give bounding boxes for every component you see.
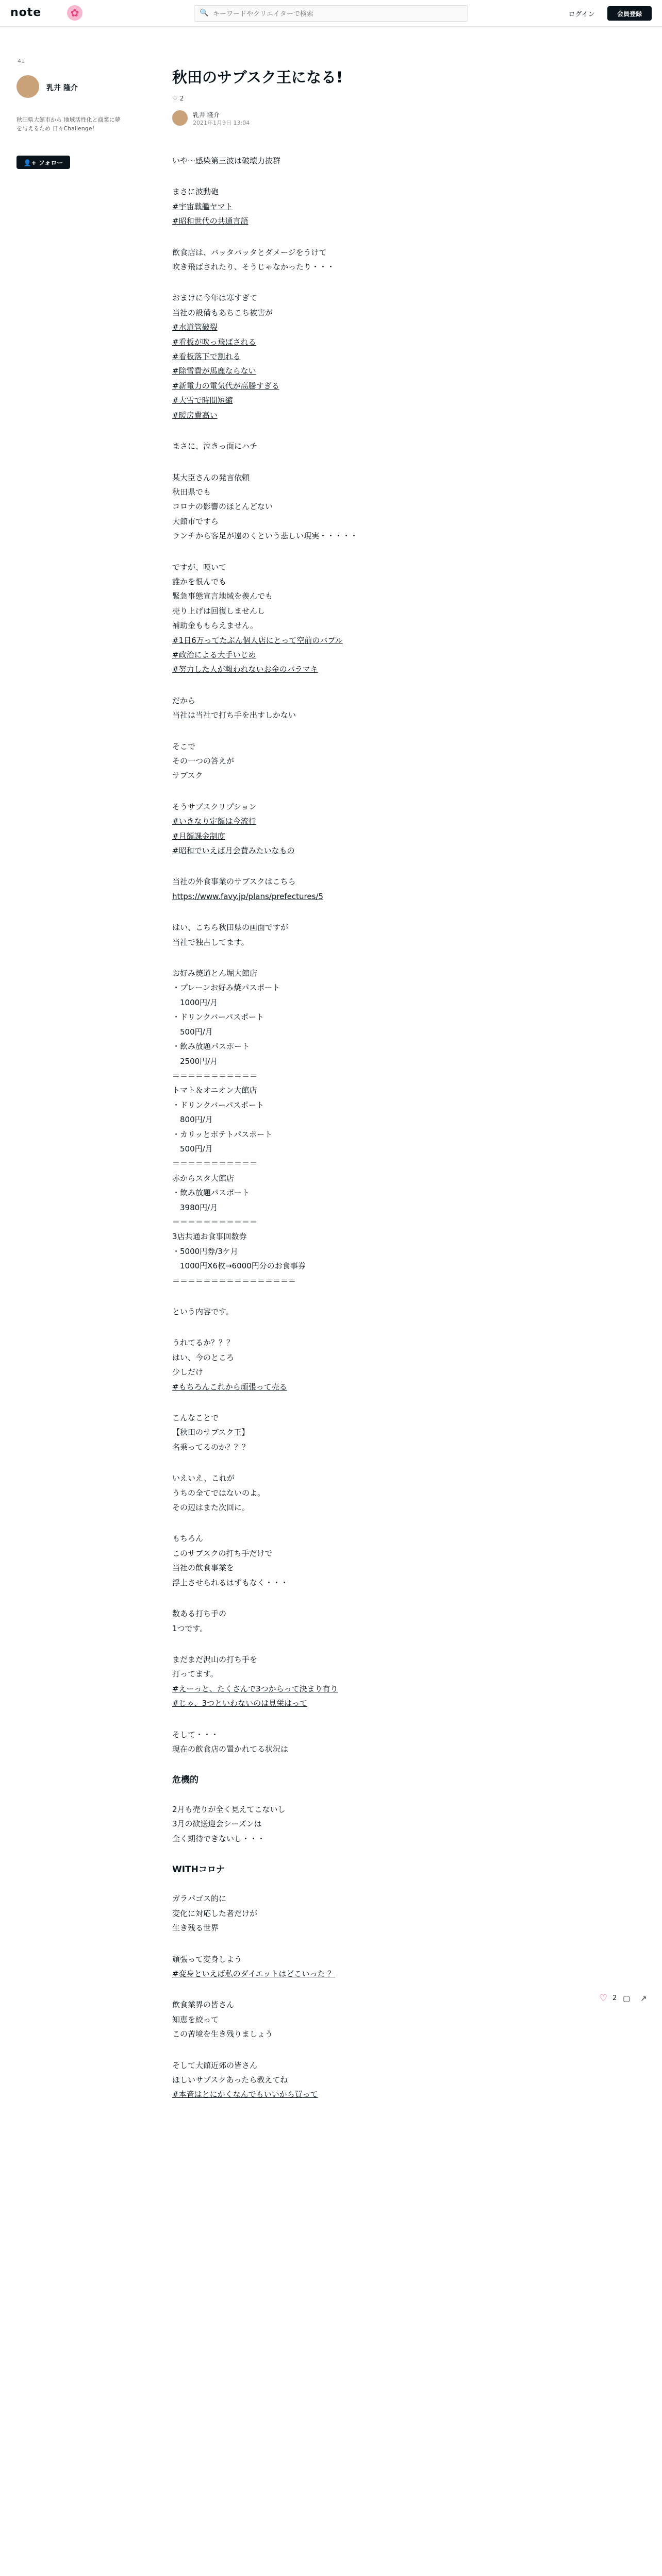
- hashtag-link[interactable]: #昭和世代の共通言語: [172, 216, 249, 226]
- text-line: そこで: [172, 741, 196, 751]
- text-line: 現在の飲食店の置かれてる状況は: [172, 1744, 289, 1754]
- text-line: 名乗ってるのか？？？: [172, 1442, 250, 1452]
- hashtag-link[interactable]: #暖房費高い: [172, 410, 218, 420]
- paragraph: [172, 184, 490, 228]
- search-icon: 🔍: [200, 9, 209, 17]
- text-line: ＝＝＝＝＝＝＝＝＝＝＝: [172, 1159, 258, 1168]
- follow-label: フォロー: [38, 159, 63, 166]
- text-line: もちろん: [172, 1534, 204, 1544]
- text-line: 吹き飛ばされたり、そうじゃなかったり・・・: [172, 262, 335, 272]
- text-line: 緊急事態宣言地域を羨んでも: [172, 591, 273, 601]
- hashtag-link[interactable]: #本音はとにかくなんでもいいから買って: [172, 2090, 318, 2099]
- search-box[interactable]: [194, 5, 468, 22]
- hashtag-link[interactable]: #大雪で時間短縮: [172, 396, 233, 405]
- text-line: いえいえ、これが: [172, 1473, 235, 1483]
- paragraph: [172, 874, 490, 904]
- hashtag-link[interactable]: #政治による大手いじめ: [172, 650, 256, 659]
- article-author: [172, 110, 490, 129]
- paragraph: [172, 920, 490, 950]
- hashtag-link[interactable]: #努力した人が報われないお金のバラマキ: [172, 665, 318, 674]
- hashtag-link[interactable]: #えーっと、たくさんで3つからって決まり有り: [172, 1684, 338, 1693]
- text-line: そうサブスクリプション: [172, 802, 257, 811]
- paragraph: [172, 1891, 490, 1935]
- paragraph: [172, 1652, 490, 1711]
- text-line: 売り上げは回復しませんし: [172, 606, 266, 616]
- text-line: 800円/月: [172, 1115, 213, 1125]
- text-line: 少しだけ: [172, 1367, 204, 1377]
- text-line: という内容です。: [172, 1307, 234, 1316]
- text-line: 2月も売りが全く見えてこないし: [172, 1804, 286, 1814]
- hashtag-link[interactable]: #じゃ、3つといわないのは見栄はって: [172, 1699, 308, 1708]
- paragraph: [172, 966, 490, 1288]
- text-line: コロナの影響のほとんどない: [172, 502, 273, 512]
- text-line: 誰かを恨んでも: [172, 577, 227, 586]
- paragraph: [172, 1411, 490, 1454]
- text-line: お好み焼道とん堀大館店: [172, 969, 258, 978]
- text-line: 500円/月: [172, 1027, 213, 1037]
- text-line: 打ってます。: [172, 1669, 218, 1679]
- section-heading: 危機的: [172, 1775, 198, 1786]
- hashtag-link[interactable]: #もちろんこれから頑張って売る: [172, 1382, 287, 1392]
- person-plus-icon: 👤+: [23, 159, 39, 166]
- text-line: 3月の歓送迎会シーズンは: [172, 1819, 262, 1829]
- hashtag-link[interactable]: #看板が吹っ飛ばされる: [172, 337, 256, 347]
- text-line: ・カリッとポテトパスポート: [172, 1129, 273, 1139]
- text-line: ＝＝＝＝＝＝＝＝＝＝＝: [172, 1217, 258, 1227]
- text-line: サブスク: [172, 771, 203, 781]
- text-line: 秋田県でも: [172, 487, 211, 497]
- article-date: 2021年1月9日 13:04: [193, 120, 250, 126]
- paragraph: [172, 2058, 490, 2102]
- text-line: はい、こちら秋田県の画面ですが: [172, 923, 289, 933]
- text-line: ほしいサブスクあったら教えてね: [172, 2075, 288, 2085]
- text-line: 1000円/月: [172, 997, 218, 1007]
- text-line: 数ある打ち手の: [172, 1609, 227, 1619]
- text-line: ・ドリンクバーパスポート: [172, 1100, 264, 1110]
- text-line: うれてるか？？？: [172, 1338, 235, 1348]
- paragraph: [172, 1802, 490, 1846]
- text-line: ガラパゴス的に: [172, 1894, 227, 1904]
- text-line: 3店共通お食事回数券: [172, 1232, 247, 1242]
- text-line: ランチから客足が遠のくという悲しい現実・・・・・: [172, 531, 358, 541]
- text-line: 当社の飲食事業を: [172, 1563, 235, 1573]
- text-line: 【秋田のサブスク王】: [172, 1428, 250, 1437]
- article-body: [172, 154, 490, 2102]
- text-line: その辺はまた次回に。: [172, 1503, 250, 1513]
- hashtag-link[interactable]: #昭和でいえば月会費みたいなもの: [172, 846, 295, 856]
- text-line: トマト＆オニオン大館店: [172, 1086, 257, 1095]
- text-line: まさに、泣きっ面にハチ: [172, 442, 258, 451]
- hashtag-link[interactable]: #1日6万ってたぶん個人店にとって空前のバブル: [172, 635, 343, 645]
- article-like-count: 2: [179, 95, 184, 102]
- text-line: 全く期待できないし・・・: [172, 1834, 266, 1843]
- paragraph: [172, 560, 490, 677]
- text-line: ですが、嘆いて: [172, 562, 227, 572]
- text-line: ・プレーンお好み焼パスポート: [172, 983, 280, 993]
- paragraph: [172, 1952, 490, 1981]
- text-line: 某大臣さんの発言依頼: [172, 472, 250, 482]
- text-line: 飲食業界の皆さん: [172, 2000, 235, 2010]
- hashtag-link[interactable]: #変身といえば私のダイエットはどこいった ？: [172, 1969, 336, 1978]
- text-line: ・ドリンクバーパスポート: [172, 1012, 264, 1022]
- text-line: ＝＝＝＝＝＝＝＝＝＝＝: [172, 1071, 258, 1080]
- hashtag-link[interactable]: #月額課金制度: [172, 831, 225, 841]
- text-line: この苦境を生き残りましょう: [172, 2029, 273, 2039]
- paragraph: [172, 291, 490, 422]
- hashtag-link[interactable]: #新電力の電気代が高騰すぎる: [172, 381, 279, 391]
- external-link[interactable]: https://www.favy.jp/plans/prefectures/5: [172, 891, 324, 901]
- flower-icon: ✿: [67, 5, 82, 21]
- text-line: うちの全てではないのよ。: [172, 1488, 266, 1498]
- text-line: ＝＝＝＝＝＝＝＝＝＝＝＝＝＝＝＝: [172, 1276, 296, 1285]
- sidebar-count: 41: [18, 58, 25, 64]
- text-line: 飲食店は、バッタバッタとダメージをうけて: [172, 247, 327, 257]
- paragraph: [172, 739, 490, 783]
- text-line: 当社の外食事業のサブスクはこちら: [172, 877, 296, 887]
- floating-heart-icon[interactable]: ♡: [599, 1993, 608, 2004]
- hashtag-link[interactable]: #看板落下で割れる: [172, 352, 241, 362]
- article: [172, 67, 490, 2119]
- hashtag-link[interactable]: #宇宙戦艦ヤマト: [172, 201, 233, 211]
- text-line: まだまだ沢山の打ち手を: [172, 1654, 258, 1664]
- paragraph: [172, 1531, 490, 1590]
- paragraph: [172, 470, 490, 544]
- text-line: いや〜感染第三波は破壊力抜群: [172, 156, 281, 165]
- text-line: ・5000円券/3ケ月: [172, 1246, 238, 1256]
- sidebar-author-name[interactable]: 乳井 隆介: [46, 84, 78, 92]
- search-input[interactable]: [213, 9, 460, 19]
- section-heading: WITHコロナ: [172, 1864, 225, 1875]
- article-likes: [172, 95, 490, 104]
- avatar[interactable]: [16, 75, 39, 98]
- text-line: おまけに今年は寒すぎて: [172, 293, 258, 303]
- text-line: 生き残る世界: [172, 1923, 219, 1933]
- text-line: ・飲み放題パスポート: [172, 1042, 250, 1052]
- text-line: 1000円X6枚→6000円分のお食事券: [172, 1261, 306, 1271]
- paragraph: [172, 693, 490, 723]
- paragraph: [172, 439, 490, 453]
- hashtag-link[interactable]: #除雪費が馬鹿ならない: [172, 366, 256, 376]
- text-line: 3980円/月: [172, 1202, 218, 1212]
- text-line: はい、今のところ: [172, 1352, 235, 1362]
- text-line: 補助金ももらえません。: [172, 621, 258, 631]
- heart-outline-icon[interactable]: ♡: [172, 95, 178, 102]
- text-line: 当社の設備もあちこち被害が: [172, 308, 273, 317]
- text-line: 頑張って変身しよう: [172, 1954, 242, 1964]
- text-line: 2500円/月: [172, 1056, 218, 1066]
- text-line: 赤からスタ大館店: [172, 1173, 235, 1183]
- sidebar-bio: 秋田県大館市から 地域活性化と商業に夢を与えるため 日々Challenge！: [16, 116, 121, 132]
- hashtag-link[interactable]: #いきなり定額は今流行: [172, 817, 256, 826]
- floating-like-count: 2: [613, 1994, 617, 2002]
- text-line: こんなことで: [172, 1413, 219, 1423]
- paragraph: [172, 1335, 490, 1394]
- text-line: 当社は当社で打ち手を出すしかない: [172, 710, 296, 720]
- article-author-name[interactable]: 乳井 隆介: [193, 111, 220, 118]
- paragraph: [172, 1304, 490, 1319]
- text-line: このサブスクの打ち手だけで: [172, 1548, 273, 1558]
- text-line: 知恵を絞って: [172, 2014, 219, 2024]
- text-line: 変化に対応した者だけが: [172, 1908, 258, 1918]
- floating-share-icon[interactable]: ↗: [640, 1994, 647, 2003]
- floating-comment-icon[interactable]: ▢: [623, 1994, 631, 2003]
- text-line: まさに波動砲: [172, 187, 219, 197]
- text-line: だから: [172, 696, 196, 705]
- text-line: 浮上させられるはずもなく・・・: [172, 1578, 289, 1587]
- header: [0, 0, 662, 27]
- avatar[interactable]: [172, 110, 188, 126]
- text-line: そして大館近郊の皆さん: [172, 2060, 258, 2070]
- signup-button[interactable]: 会員登録: [607, 6, 652, 21]
- text-line: そして・・・: [172, 1730, 219, 1739]
- text-line: 大館市ですら: [172, 516, 219, 526]
- paragraph: [172, 1997, 490, 2041]
- text-line: 1つです。: [172, 1623, 208, 1633]
- text-line: その一つの答えが: [172, 756, 235, 766]
- login-button[interactable]: ログイン: [560, 6, 603, 21]
- paragraph: [172, 1606, 490, 1636]
- paragraph: [172, 1471, 490, 1515]
- paragraph: [172, 245, 490, 275]
- follow-button[interactable]: [16, 156, 70, 169]
- text-line: 500円/月: [172, 1144, 213, 1154]
- hashtag-link[interactable]: #水道管破裂: [172, 323, 218, 332]
- paragraph: [172, 1727, 490, 1757]
- paragraph: [172, 154, 490, 168]
- paragraph: [172, 800, 490, 858]
- note-logo[interactable]: note: [10, 6, 42, 19]
- text-line: 当社で独占してます。: [172, 937, 249, 947]
- article-title: 秋田のサブスク王になる!: [172, 69, 343, 86]
- text-line: ・飲み放題パスポート: [172, 1188, 250, 1198]
